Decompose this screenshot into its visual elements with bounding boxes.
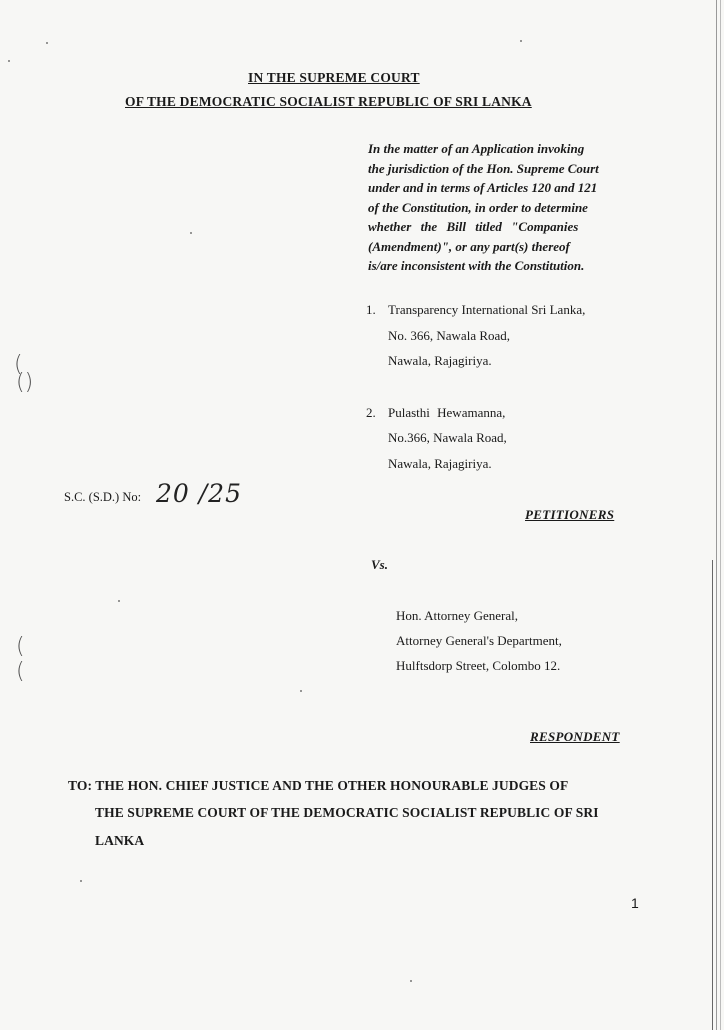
scan-speck	[190, 232, 192, 234]
respondent-department: Attorney General's Department,	[396, 633, 562, 648]
matter-line: In the matter of an Application invoking	[368, 141, 585, 156]
matter-line: whether the Bill titled "Companies	[368, 219, 579, 234]
petitioner-2-name: Pulasthi Hewamanna,	[388, 405, 506, 420]
respondent-name: Hon. Attorney General,	[396, 608, 519, 623]
scan-speck	[8, 60, 10, 62]
matter-line: of the Constitution, in order to determine	[368, 199, 588, 215]
addressee-line1: TO: THE HON. CHIEF JUSTICE AND THE OTHER HONOURABLE JUDGES OF	[68, 778, 569, 793]
court-title-line2: OF THE DEMOCRATIC SOCIALIST REPUBLIC OF SRI LANKA	[125, 94, 532, 109]
scan-speck	[520, 40, 522, 42]
scan-edge-line	[712, 560, 713, 1030]
respondent-address: Hulftsdorp Street, Colombo 12.	[396, 658, 561, 673]
respondent-label: RESPONDENT	[530, 729, 620, 744]
petitioner-1-address-line2: Nawala, Rajagiriya.	[388, 353, 492, 368]
scan-speck	[410, 980, 412, 982]
scan-speck	[46, 42, 48, 44]
scan-speck	[118, 600, 120, 602]
petitioner-2-number: 2.	[366, 405, 376, 420]
petitioner-1-number: 1.	[366, 302, 376, 317]
petitioners-label: PETITIONERS	[525, 507, 615, 522]
scan-speck	[80, 880, 82, 882]
versus-label: Vs.	[371, 557, 388, 572]
case-number-label: S.C. (S.D.) No:	[64, 490, 142, 504]
addressee-line2: THE SUPREME COURT OF THE DEMOCRATIC SOCIALIST REPUBLIC OF SRI	[95, 805, 599, 820]
matter-line: under and in terms of Articles 120 and 121	[368, 180, 598, 195]
scan-edge-line	[720, 0, 721, 1030]
court-title-line1: IN THE SUPREME COURT	[248, 70, 420, 85]
addressee-line3: LANKA	[95, 833, 145, 848]
petitioner-2-address-line2: Nawala, Rajagiriya.	[388, 456, 492, 471]
scan-speck	[300, 690, 302, 692]
matter-line: is/are inconsistent with the Constitution.	[368, 258, 585, 273]
matter-paragraph	[368, 139, 626, 276]
punch-hole-mark: (	[16, 659, 25, 684]
punch-hole-mark: (	[14, 352, 23, 377]
page-number: 1	[631, 895, 639, 911]
matter-line: (Amendment)", or any part(s) thereof	[368, 238, 570, 254]
punch-hole-mark: (	[16, 634, 25, 659]
case-number-handwritten: 20 /25	[156, 479, 242, 508]
petitioner-1-name: Transparency International Sri Lanka,	[388, 302, 586, 317]
matter-line: the jurisdiction of the Hon. Supreme Court	[368, 160, 599, 176]
petitioner-2-address-line1: No.366, Nawala Road,	[388, 430, 507, 445]
petitioner-1-address-line1: No. 366, Nawala Road,	[388, 328, 511, 343]
punch-hole-mark: ()	[16, 370, 34, 395]
scan-edge-line	[716, 0, 717, 1030]
